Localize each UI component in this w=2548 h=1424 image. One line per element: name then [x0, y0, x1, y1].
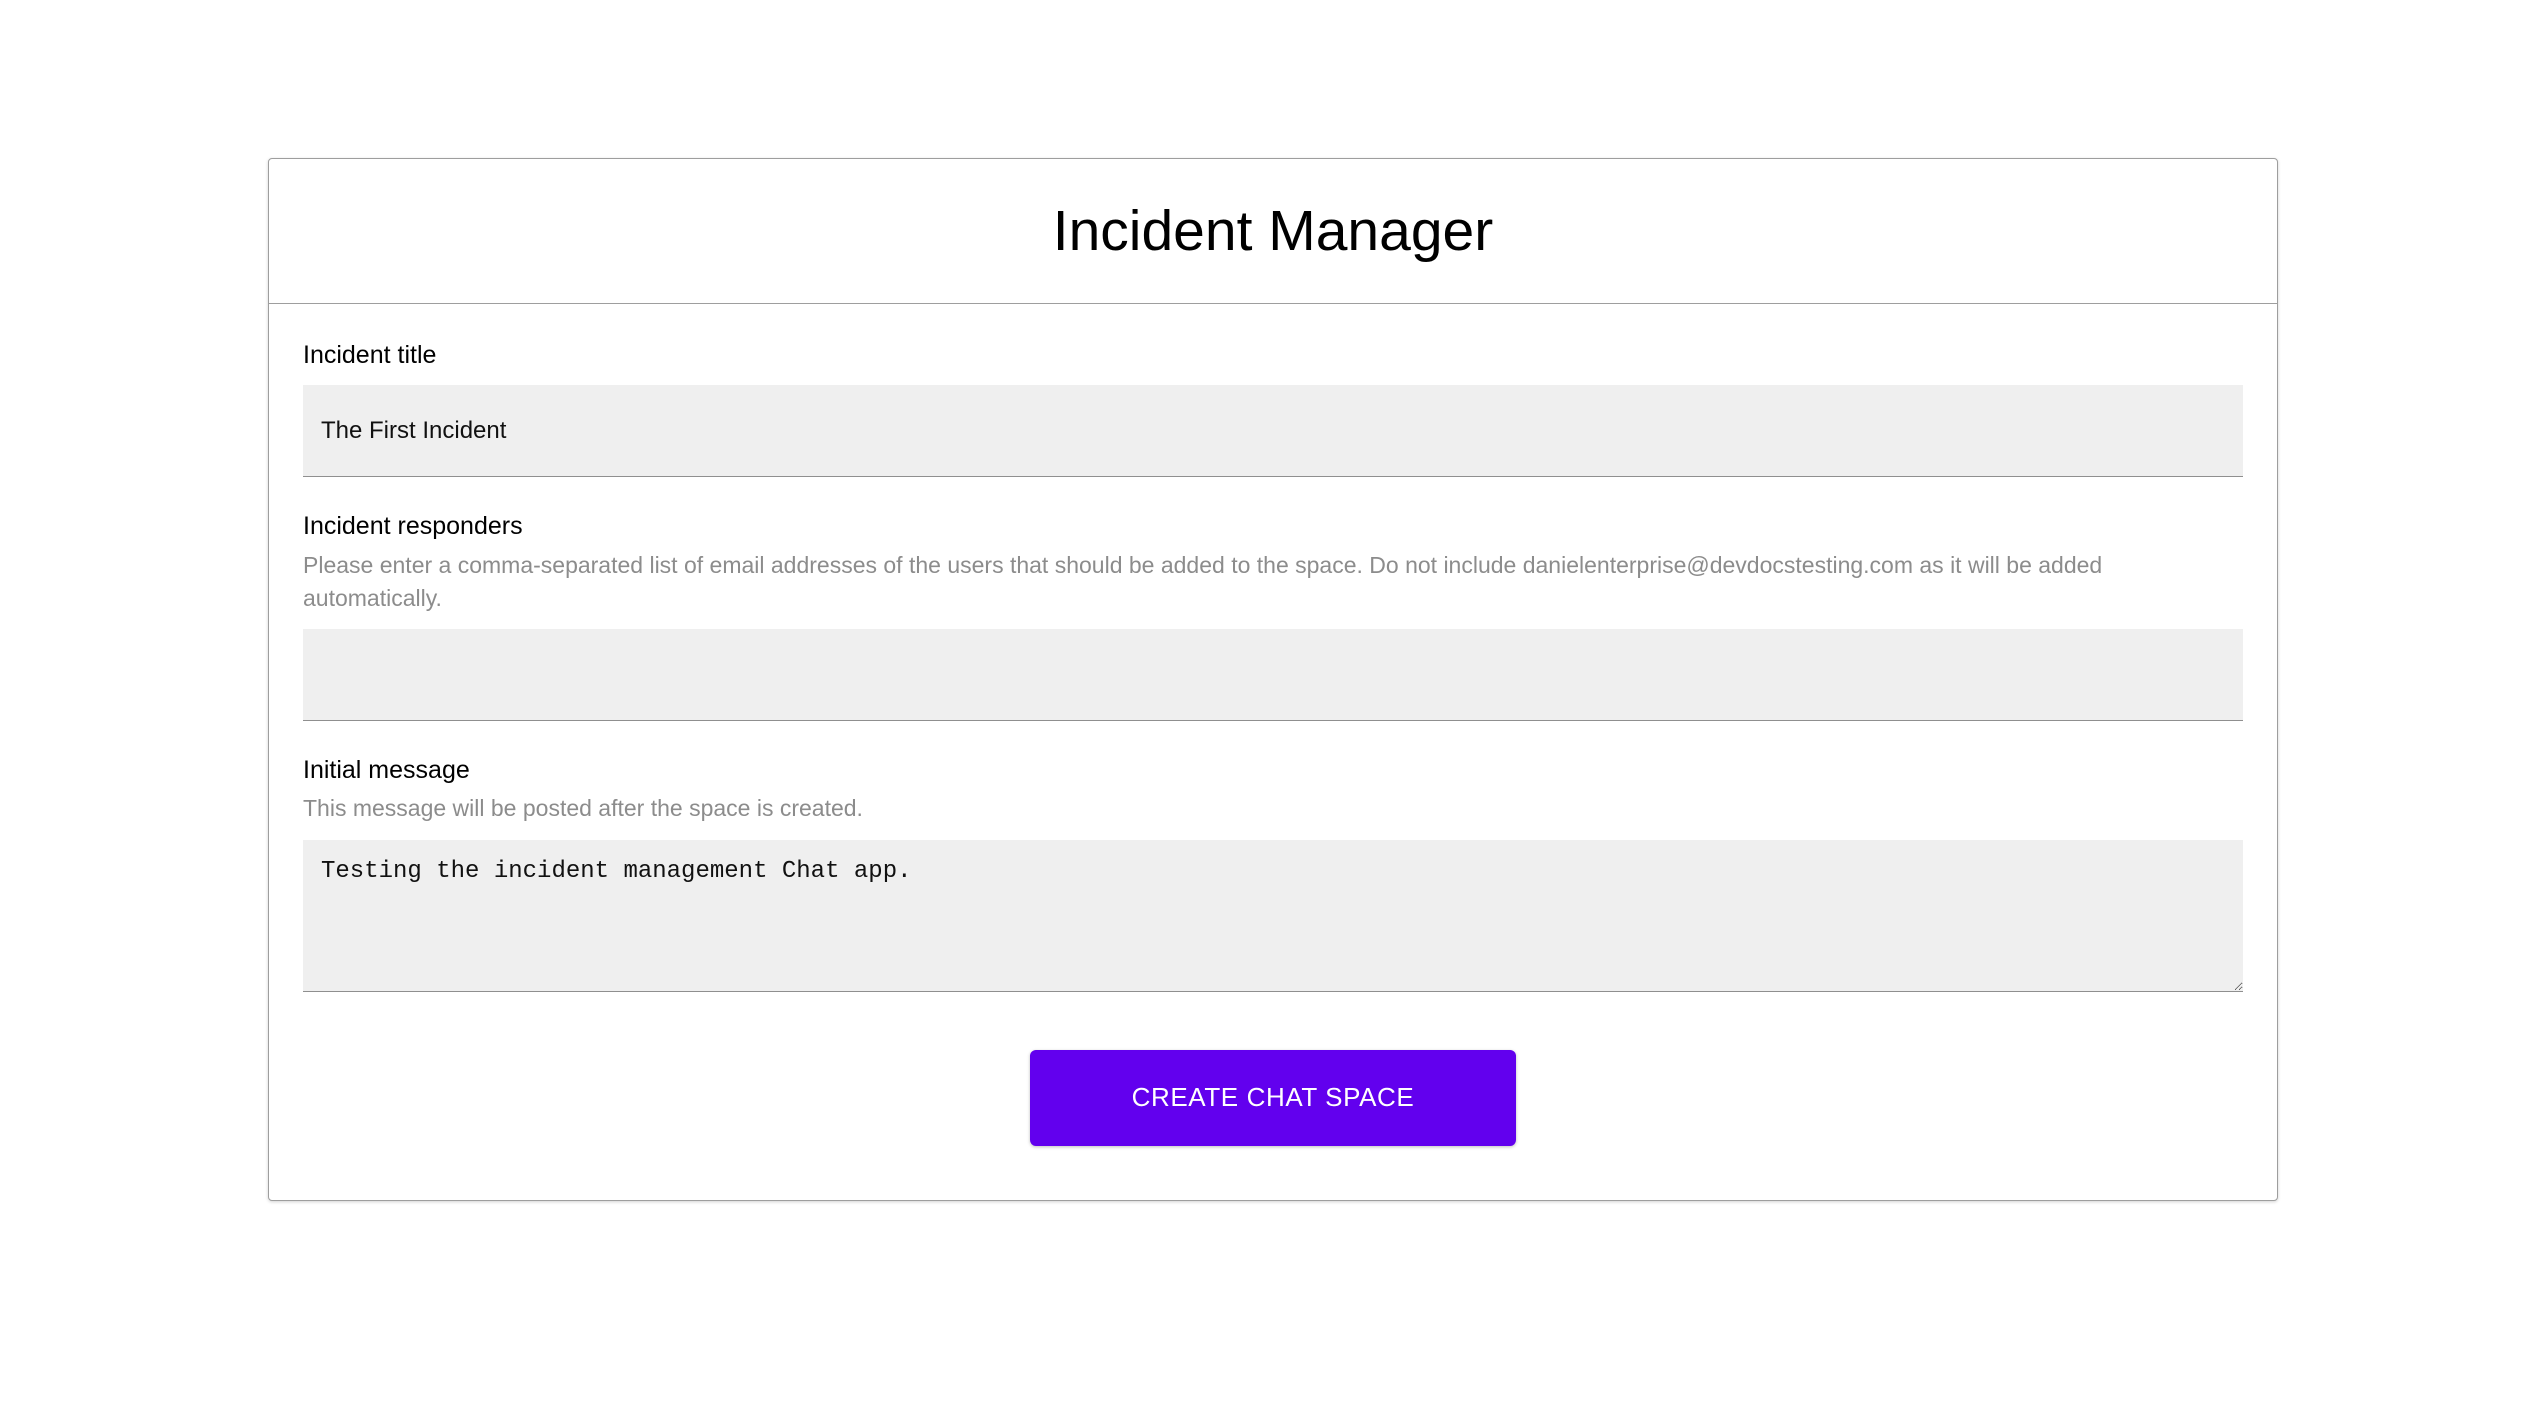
incident-responders-label: Incident responders — [303, 512, 523, 541]
incident-responders-input-wrap — [303, 629, 2243, 721]
incident-title-label: Incident title — [303, 341, 437, 369]
field-initial-message — [303, 755, 2243, 992]
field-incident-responders — [303, 511, 2243, 721]
incident-responders-input[interactable] — [303, 629, 2243, 721]
create-chat-space-button[interactable]: CREATE CHAT SPACE — [1030, 1050, 1516, 1146]
initial-message-textarea[interactable] — [303, 840, 2243, 992]
incident-manager-card — [268, 158, 2278, 1201]
page-title: Incident Manager — [1052, 198, 1494, 263]
incident-title-input[interactable] — [303, 385, 2243, 477]
incident-form — [269, 304, 2277, 1200]
incident-responders-help: Please enter a comma-separated list of email addresses of the users that should be added to the space. Do not include danielenterprise@devdocstesting.com as it will be added automatically. — [303, 551, 2103, 611]
initial-message-label: Initial message — [303, 756, 470, 785]
initial-message-help: This message will be posted after the space is created. — [303, 795, 863, 822]
form-actions — [303, 1050, 2243, 1146]
card-header — [269, 159, 2277, 304]
field-incident-title — [303, 340, 2243, 477]
incident-title-input-wrap — [303, 385, 2243, 477]
initial-message-input-wrap — [303, 840, 2243, 992]
